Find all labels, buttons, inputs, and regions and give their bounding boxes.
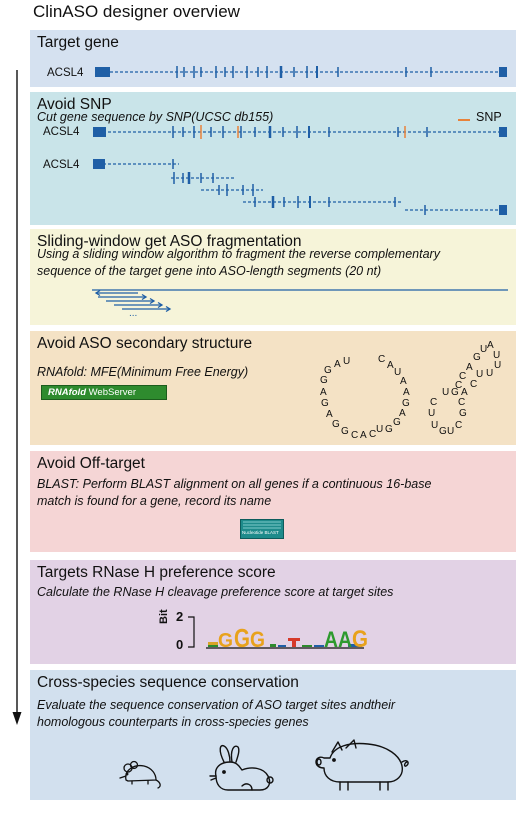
target-gene-title: Target gene: [37, 34, 119, 51]
svg-text:C: C: [369, 429, 377, 440]
svg-text:C: C: [455, 380, 463, 391]
secondary-structure-panel: [30, 331, 516, 445]
svg-text:U: U: [394, 367, 402, 378]
svg-text:A: A: [399, 408, 406, 419]
avoid-snp-panel: [30, 92, 516, 225]
rnase-h-subtitle: Calculate the RNase H cleavage preference score at target sites: [37, 585, 394, 599]
svg-text:U: U: [494, 360, 502, 371]
svg-text:G: G: [393, 417, 401, 428]
sliding-window-subtitle-line2: sequence of the target gene into ASO-length segments (20 nt): [37, 264, 382, 278]
svg-text:U: U: [376, 424, 384, 435]
bit-axis-label: Bit: [158, 609, 170, 624]
logo-letter-4: A: [324, 627, 339, 652]
svg-text:C: C: [378, 354, 386, 365]
snp-gene-label: ACSL4: [43, 126, 80, 138]
rnafold-webserver-badge[interactable]: [41, 385, 167, 400]
rnase-h-title: Targets RNase H preference score: [37, 564, 276, 581]
mouse-icon: [114, 756, 164, 790]
blast-logo-text: Nucleotide BLAST: [242, 530, 279, 535]
svg-text:A: A: [403, 387, 410, 398]
svg-text:C: C: [459, 371, 467, 382]
sliding-window-subtitle-line1: Using a sliding window algorithm to fragment the reverse complementary: [37, 247, 440, 261]
svg-text:U: U: [493, 350, 501, 361]
svg-text:A: A: [387, 360, 394, 371]
logo-letter-3: G: [250, 627, 265, 652]
svg-text:U: U: [486, 368, 494, 379]
avoid-snp-title: Avoid SNP: [37, 96, 112, 113]
rabbit-icon: [202, 742, 278, 794]
svg-text:A: A: [400, 376, 407, 387]
snp-gene-track: [93, 124, 515, 140]
target-gene-panel: [30, 30, 516, 87]
svg-text:U: U: [447, 426, 455, 437]
cross-species-title: Cross-species sequence conservation: [37, 674, 299, 691]
off-target-subtitle-line2: match is found for a gene, record its name: [37, 494, 272, 508]
pig-icon: [310, 736, 414, 794]
sliding-window-title: Sliding-window get ASO fragmentation: [37, 233, 302, 250]
svg-text:A: A: [466, 362, 473, 373]
svg-text:U: U: [480, 344, 488, 355]
svg-text:U: U: [428, 408, 436, 419]
logo-letter-2: G: [234, 623, 250, 653]
snp-legend-mark: [458, 118, 472, 122]
secondary-structure-subtitle: RNAfold: MFE(Minimum Free Energy): [37, 365, 249, 379]
svg-text:A: A: [320, 387, 327, 398]
svg-text:C: C: [455, 420, 463, 431]
logo-letter-6: G: [352, 626, 368, 653]
svg-text:U: U: [442, 387, 450, 398]
svg-text:C: C: [470, 379, 478, 390]
snp-split-tracks: [93, 156, 515, 216]
svg-text:A: A: [334, 359, 341, 370]
svg-text:G: G: [385, 424, 393, 435]
sliding-window-arrows: [90, 284, 510, 324]
rna-secondary-structure-drawing: [310, 331, 516, 445]
sliding-window-panel: [30, 229, 516, 325]
svg-text:G: G: [341, 426, 349, 437]
svg-text:U: U: [431, 420, 439, 431]
avoid-snp-subtitle: Cut gene sequence by SNP(UCSC db155): [37, 110, 274, 124]
svg-text:C: C: [351, 430, 359, 441]
svg-text:G: G: [459, 408, 467, 419]
svg-text:G: G: [473, 352, 481, 363]
nucleotide-blast-logo[interactable]: [240, 519, 284, 539]
svg-text:A: A: [360, 430, 367, 441]
off-target-panel: [30, 451, 516, 552]
flow-arrow: [10, 70, 24, 730]
svg-text:G: G: [320, 375, 328, 386]
rnafold-badge-bold: RNAfold: [48, 387, 86, 398]
bit-tick-bottom: 0: [176, 637, 184, 652]
off-target-title: Avoid Off-target: [37, 455, 145, 472]
target-gene-label: ACSL4: [47, 67, 84, 79]
cross-species-subtitle-line2: homologous counterparts in cross-species genes: [37, 715, 309, 729]
logo-letter-1: G: [218, 630, 233, 652]
svg-text:A: A: [461, 387, 468, 398]
page-title: ClinASO designer overview: [33, 2, 240, 21]
rnafold-badge-rest: WebServer: [88, 387, 136, 398]
svg-text:A: A: [326, 409, 333, 420]
snp-legend-label: SNP: [476, 110, 502, 124]
svg-text:C: C: [458, 397, 466, 408]
blast-logo-pattern: [241, 520, 283, 530]
snp-split-gene-label: ACSL4: [43, 159, 80, 171]
svg-text:G: G: [321, 398, 329, 409]
svg-text:G: G: [451, 387, 459, 398]
cross-species-subtitle-line1: Evaluate the sequence conservation of ASO target sites andtheir: [37, 698, 396, 712]
svg-text:G: G: [332, 419, 340, 430]
logo-letter-5: A: [338, 627, 353, 652]
secondary-structure-title: Avoid ASO secondary structure: [37, 335, 253, 352]
cross-species-panel: [30, 670, 516, 800]
svg-text:G: G: [324, 365, 332, 376]
svg-text:U: U: [476, 369, 484, 380]
sliding-window-ellipsis: ...: [129, 308, 138, 319]
svg-text:C: C: [430, 397, 438, 408]
svg-text:G: G: [402, 398, 410, 409]
rnase-h-panel: [30, 560, 516, 664]
svg-text:G: G: [439, 426, 447, 437]
bit-tick-top: 2: [176, 609, 184, 624]
off-target-subtitle-line1: BLAST: Perform BLAST alignment on all genes if a continuous 16-base: [37, 477, 432, 491]
target-gene-track: [95, 64, 515, 80]
svg-text:A: A: [487, 340, 494, 351]
svg-text:U: U: [343, 356, 351, 367]
sequence-logo: [188, 615, 368, 653]
